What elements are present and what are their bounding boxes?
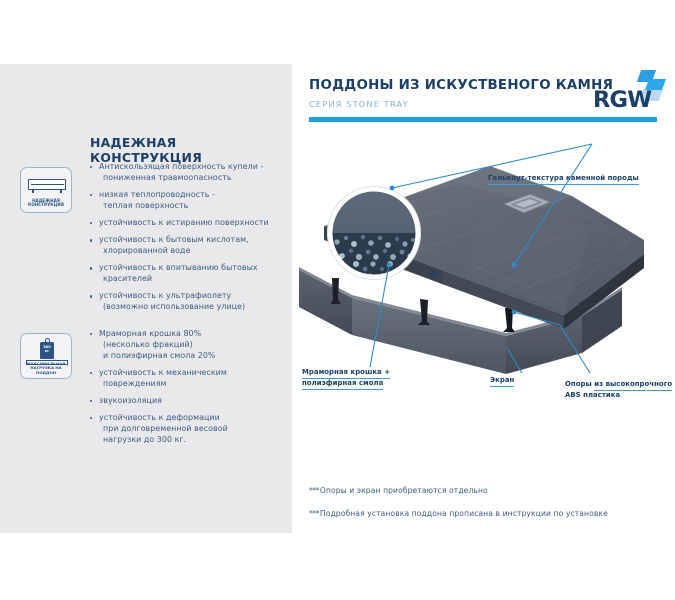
feature-bullet-line: устойчивость к впитыванию бытовых [99, 263, 258, 273]
material-zoom-inset [327, 186, 421, 280]
max-load-weight-icon [20, 333, 72, 379]
feature-bullet [90, 368, 286, 390]
feature-bullet [90, 291, 286, 313]
tray-foot-left [32, 190, 34, 193]
callout-supports [565, 380, 672, 401]
header-divider [309, 117, 657, 122]
footnote-stars: *** [309, 509, 319, 518]
shower-tray-icon [20, 167, 72, 213]
footnote-text: Подробная установка поддона прописана в инструкции по установке [319, 509, 608, 518]
features-panel [0, 64, 292, 533]
feature-bullet-line: Антискользящая поверхность купели - [99, 162, 264, 171]
feature-bullet-line: Мраморная крошка 80% [99, 329, 202, 338]
callout-supports-line3: ABS пластика [565, 390, 621, 399]
feature-bullet-line: (возможно использование улице) [103, 302, 246, 311]
callout-marble [302, 368, 390, 390]
feature-bullet-line: нагрузки до 300 кг. [103, 434, 187, 444]
weight-value: 300 [43, 345, 51, 349]
feature-bullet-line: повреждениям [103, 378, 167, 388]
rgw-logo [591, 69, 667, 115]
callout-supports-line1: Опоры [565, 380, 592, 388]
feature-bullet-line: звукоизоляция [99, 395, 162, 405]
feature-bullet-line: устойчивость к истиранию поверхности [99, 218, 269, 227]
feature-bullet [90, 190, 286, 212]
feature-bullet [90, 263, 286, 285]
feature-bullet [90, 162, 286, 184]
footnotes [309, 486, 659, 532]
callout-marble-line1: Мраморная крошка + [302, 368, 390, 379]
weight-unit: кг [44, 349, 50, 354]
feature-bullet-line: теплая поверхность [103, 200, 189, 210]
plus-sign-icon: + [428, 267, 439, 282]
feature-bullet [90, 413, 286, 446]
feature-list-construction [90, 162, 286, 319]
feature-bullet-line: и полиэфирная смола 20% [103, 350, 216, 360]
footnote-item [309, 509, 659, 518]
feature-bullet [90, 396, 286, 407]
feature-bullet-line: устойчивость к ультрафиолету [99, 291, 232, 301]
callout-screen [490, 376, 514, 387]
weight-value-label [40, 345, 54, 354]
callout-marble-line2: полиэфирная смола [302, 379, 383, 390]
logo-text: RGW [593, 87, 652, 113]
features-panel-title: НАДЕЖНАЯ КОНСТРУКЦИЯ [90, 135, 203, 165]
feature-bullet [90, 235, 286, 257]
callout-gelcoat [488, 174, 639, 185]
feature-bullet-line: устойчивость к бытовым кислотам, [99, 235, 249, 245]
tray-foot-right [60, 190, 62, 193]
content-panel [292, 0, 675, 600]
page-title: ПОДДОНЫ ИЗ ИСКУСТВЕНОГО КАМНЯ [309, 78, 614, 93]
callout-screen-text: Экран [490, 376, 514, 387]
feature-bullet-line: (несколько фракций) [103, 339, 193, 349]
page-subtitle: СЕРИЯ STONE TRAY [309, 99, 409, 109]
product-illustration [292, 130, 675, 430]
feature-bullet-line: пониженная травмоопасность [103, 172, 232, 182]
feature-bullet-line: устойчивость к деформации [99, 413, 220, 422]
feature-bullet [90, 218, 286, 229]
feature-bullet-line: хлорированной воде [103, 246, 191, 255]
feature-bullet [90, 329, 286, 362]
feature-bullet-line: устойчивость к механическим [99, 367, 227, 377]
feature-list-composition [90, 329, 286, 452]
tray-glyph [28, 179, 66, 190]
feature-bullet-line: низкая теплопроводность - [99, 190, 215, 199]
footnote-text: Опоры и экран приобретаются отдельно [319, 486, 488, 495]
caption-line-1: НАДЕЖНАЯ [32, 197, 60, 203]
max-load-icon-caption [21, 362, 71, 375]
footnote-item [309, 486, 659, 495]
footnote-stars: *** [309, 486, 319, 495]
feature-bullet-line: красителей [103, 274, 153, 283]
caption-line-2: КОНСТРУКЦИЯ [28, 202, 64, 208]
feature-bullet-line: при долговременной весовой [103, 423, 228, 433]
shower-tray-icon-caption [21, 199, 71, 208]
caption-line-1: МАКСИМАЛЬНАЯ [26, 360, 66, 366]
caption-line-2: НАГРУЗКА НА ПОДДОН [30, 365, 62, 375]
callout-supports-line2: из высокопрочного [594, 380, 672, 391]
callout-gelcoat-text: Гелькоут-текстура каменной породы [488, 174, 639, 185]
